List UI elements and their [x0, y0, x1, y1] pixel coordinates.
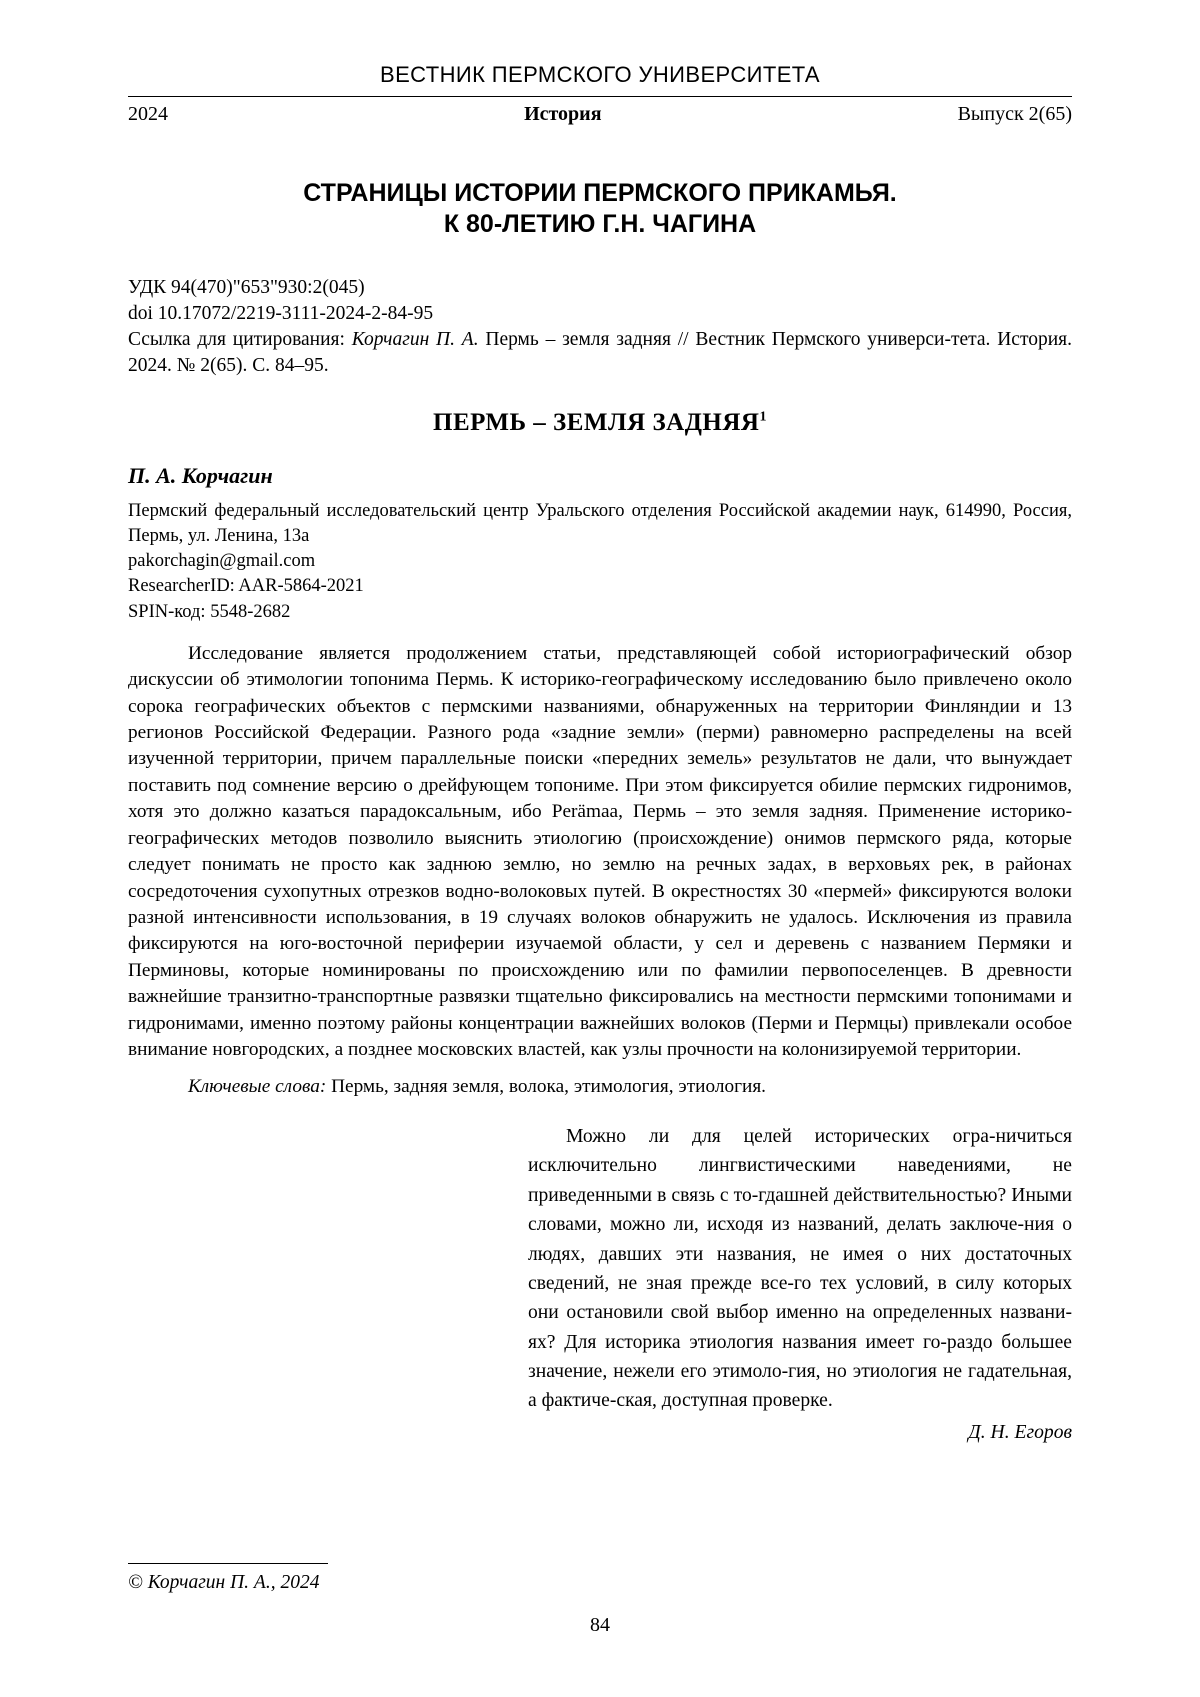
issue-year: 2024	[128, 103, 168, 125]
page-footer	[128, 1563, 1072, 1637]
epigraph-author: Д. Н. Егоров	[968, 1421, 1072, 1443]
keywords-value: Пермь, задняя земля, волока, этимология, этиология.	[326, 1075, 767, 1097]
footnote-divider	[128, 1563, 328, 1564]
keywords	[128, 1074, 1072, 1100]
doi-line: doi 10.17072/2219-3111-2024-2-84-95	[128, 302, 434, 324]
author-email[interactable]: pakorchagin@gmail.com	[128, 551, 316, 572]
issue-line	[128, 103, 1072, 126]
citation-line	[128, 327, 1072, 379]
citation-rest: Пермь – земля задняя // Вестник Пермского универси-тета. История. 2024. № 2(65). С. 84–95.	[128, 328, 1072, 376]
author-researcher-id: ResearcherID: AAR-5864-2021	[128, 576, 364, 597]
issue-series: История	[524, 103, 602, 125]
author-contacts	[128, 549, 1072, 624]
journal-title: ВЕСТНИК ПЕРМСКОГО УНИВЕРСИТЕТА	[380, 62, 820, 87]
udk-line: УДК 94(470)"653"930:2(045)	[128, 276, 365, 298]
citation-author: Корчагин П. А.	[351, 328, 479, 350]
author-affiliation: Пермский федеральный исследовательский центр Уральского отделения Российской академии наук, 614990, Россия, Пермь, ул. Ленина, 13а	[128, 501, 1072, 547]
section-title	[128, 178, 1072, 241]
citation-label: Ссылка для цитирования:	[128, 328, 352, 350]
journal-header	[128, 62, 1072, 126]
article-title-footnote-marker: 1	[759, 409, 767, 425]
header-divider	[128, 96, 1072, 97]
page-number: 84	[590, 1614, 610, 1636]
copyright-line: © Корчагин П. А., 2024	[128, 1572, 320, 1593]
article-meta	[128, 275, 1072, 380]
section-title-line-1: СТРАНИЦЫ ИСТОРИИ ПЕРМСКОГО ПРИКАМЬЯ.	[303, 179, 897, 207]
keywords-label: Ключевые слова:	[188, 1075, 327, 1097]
issue-number: Выпуск 2(65)	[957, 103, 1072, 125]
abstract-text: Исследование является продолжением статьи, представляющей собой историографический обзор дискуссии об этимологии топонима Пермь. К историко-географическому исследованию было привлечено около сорока географических объектов с пермскими названиями, обнаруженных на территории Финляндии и 13 регионов Российской Федерации. Разного рода «задние земли» (перми) равномерно распределены на всей изученной территории, причем параллельные поиски «передних земель» результатов не дали, что вынуждает поставить под сомнение версию о дрейфующем топониме. При этом фиксируется обилие пермских гидронимов, хотя это должно казаться парадоксальным, ибо Perämaa, Пермь – это земля задняя. Применение историко-географических методов позволило выяснить этиологию (происхождение) онимов пермского ряда, которые следует понимать не просто как заднюю землю, но землю на речных задах, в верховьях рек, в районах сосредоточения сухопутных отрезков водно-волоковых путей. В окрестностях 30 «пермей» фиксируются волоки разной интенсивности использования, в 19 случаях волоков обнаружить не удалось. Исключения из правила фиксируются на юго-восточной периферии изучаемой области, у сел и деревень с названием Пермяки и Перминовы, которые номинированы по происхождению или по фамилии первопоселенцев. В древности важнейшие транзитно-транспортные развязки тщательно фиксировались на местности пермскими топонимами и гидронимами, именно поэтому районы концентрации важнейших волоков (Перми и Пермцы) привлекали особое внимание новгородских, а позднее московских властей, как узлы прочности на колонизируемой территории.	[128, 642, 1072, 1061]
article-title	[128, 409, 1072, 437]
section-title-line-2: К 80-ЛЕТИЮ Г.Н. ЧАГИНА	[443, 210, 757, 239]
epigraph-text: Можно ли для целей исторических огра-ничиться исключительно лингвистическими наведениями, не приведенными в связь с то-гдашней действительностью? Иными словами, можно ли, исходя из названий, делать заключе-ния о людях, давших эти названия, не имея о них достаточных сведений, не зная прежде все-го тех условий, в силу которых они остановили свой выбор именно на определенных названи-ях? Для историка этиология названия имеет го-раздо большее значение, нежели его этимоло-гия, но этиология не гадательная, а фактиче-ская, доступная проверке.	[528, 1125, 1072, 1412]
article-title-text: ПЕРМЬ – ЗЕМЛЯ ЗАДНЯЯ	[433, 409, 760, 436]
author-name: П. А. Корчагин	[128, 463, 273, 488]
author-spin-code: SPIN-код: 5548-2682	[128, 601, 291, 622]
